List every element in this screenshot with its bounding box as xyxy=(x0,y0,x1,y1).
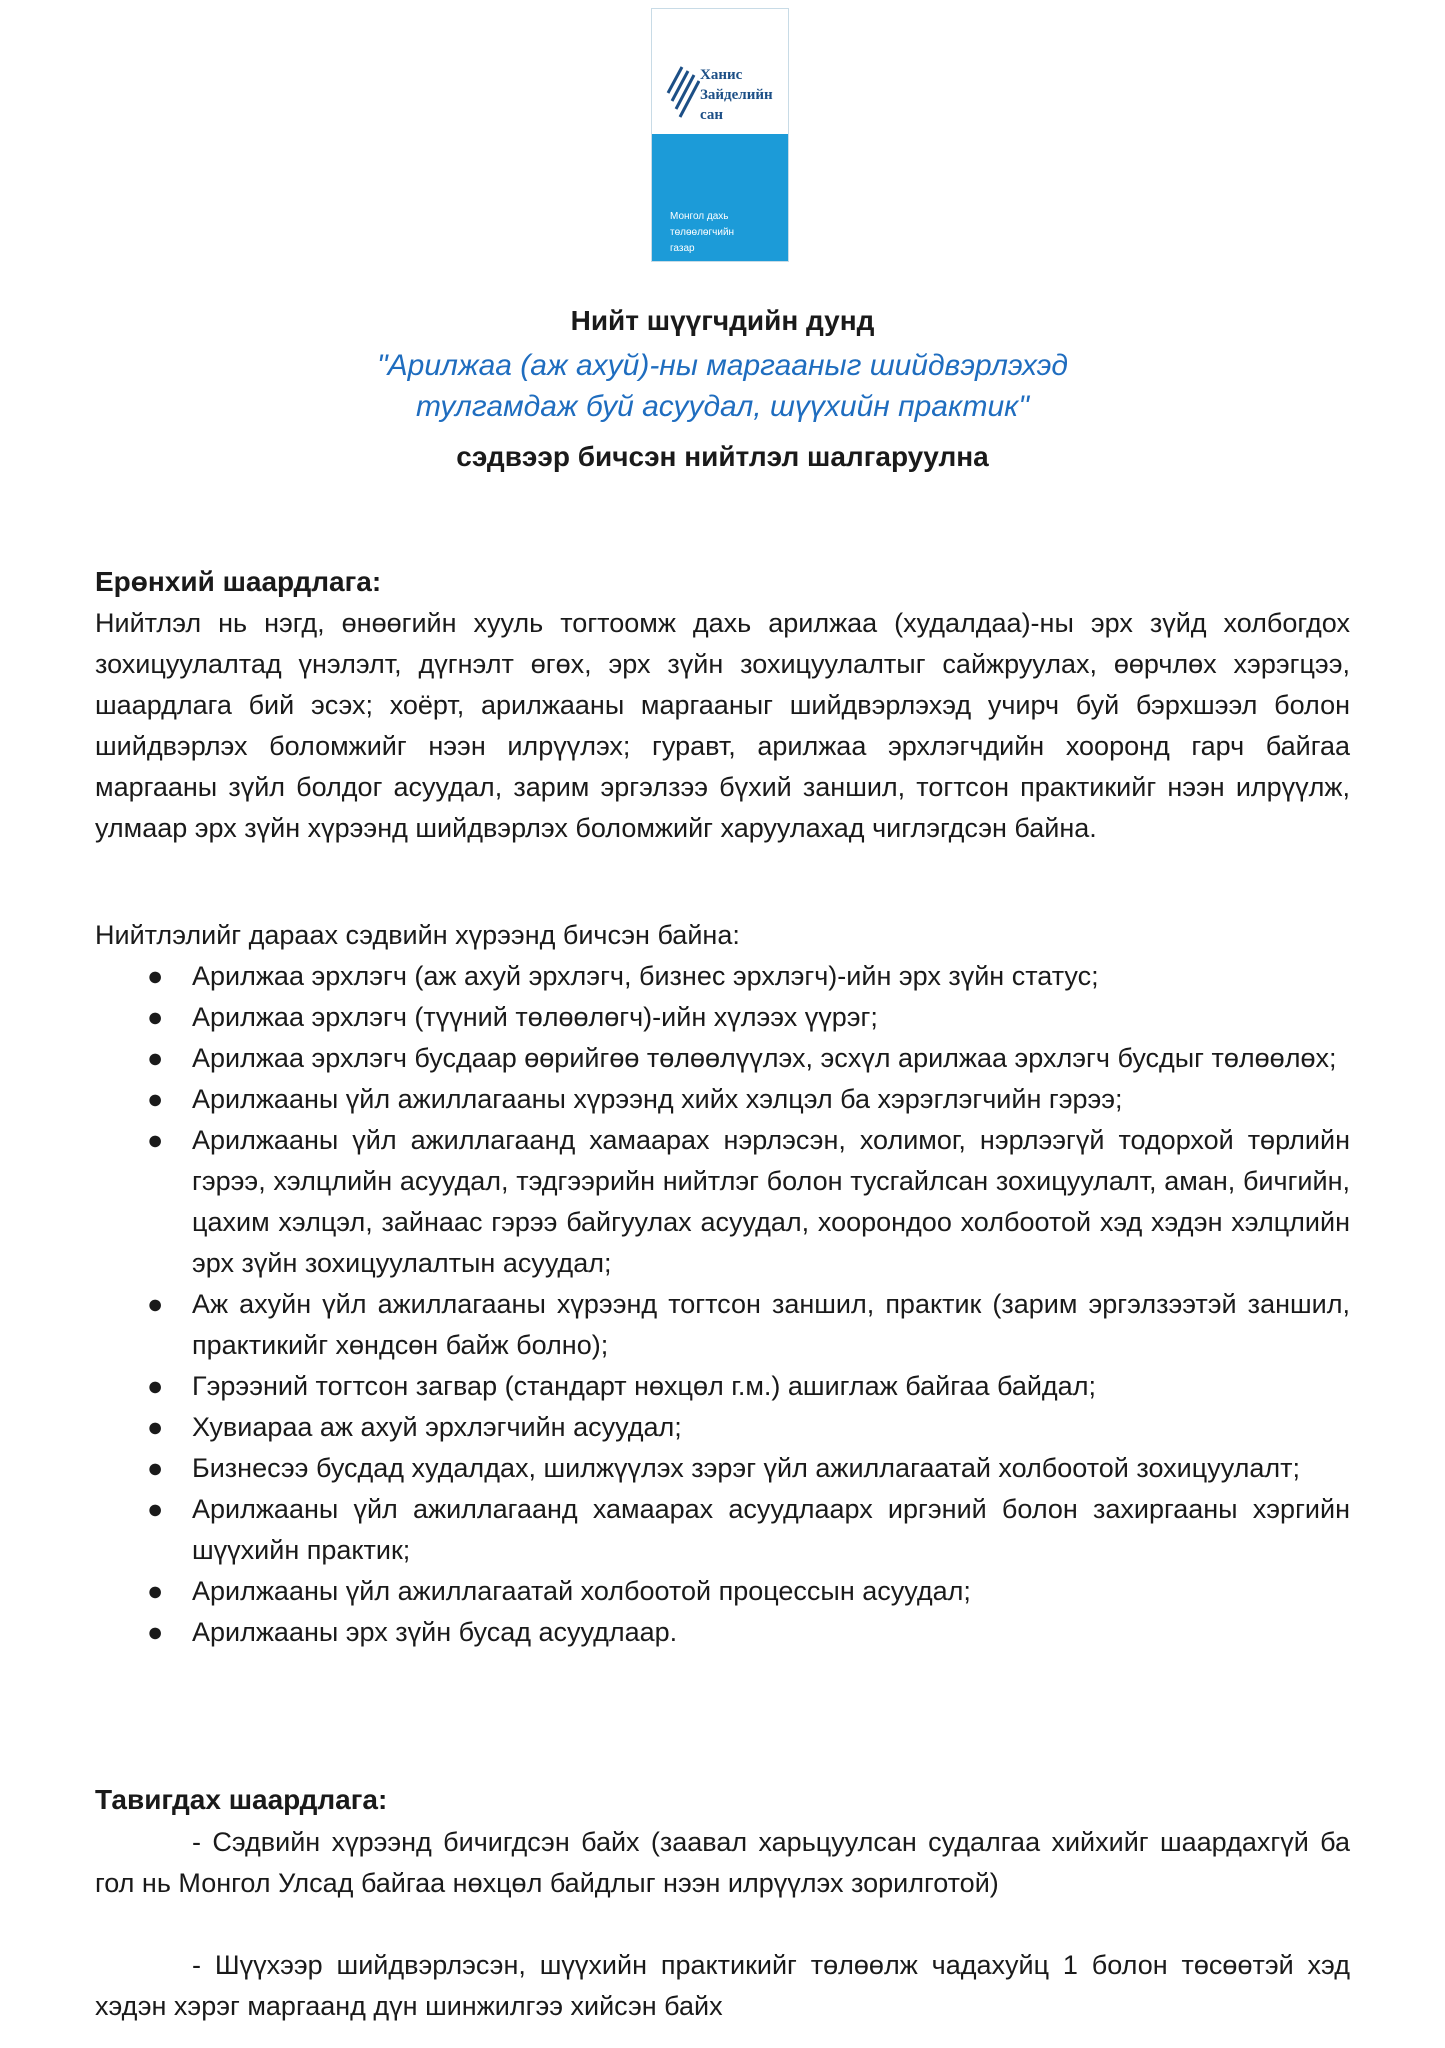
requirement-item: - Шүүхээр шийдвэрлэсэн, шүүхийн практикийг төлөөлж чадахуйц 1 болон төсөөтэй хэд хэдэн хэрэг маргаанд дүн шинжилгээ хийсэн байх xyxy=(95,1950,1350,2021)
title-line-3: тулгамдаж буй асуудал, шүүхийн практик" xyxy=(416,390,1029,423)
bullet-icon: ● xyxy=(147,1412,164,1442)
bullet-icon: ● xyxy=(147,1453,164,1483)
list-item: ● Арилжаа эрхлэгч (түүний төлөөлөгч)-ийн хүлээх үүрэг; xyxy=(95,997,1350,1038)
bullet-icon: ● xyxy=(147,1494,164,1524)
bullet-icon: ● xyxy=(147,1002,164,1032)
list-item: ● Арилжааны үйл ажиллагаанд хамаарах асуудлаарх иргэний болон захиргааны хэргийн шүүхийн практик; xyxy=(95,1489,1350,1571)
topics-intro: Нийтлэлийг дараах сэдвийн хүрээнд бичсэн байна: xyxy=(95,920,740,950)
logo-subtitle: Монгол дахь төлөөлөгчийн газар xyxy=(670,211,735,254)
bullet-icon: ● xyxy=(147,1576,164,1606)
title-line-4: сэдвээр бичсэн нийтлэл шалгаруулна xyxy=(456,441,989,472)
bullet-icon: ● xyxy=(147,1084,164,1114)
bullet-icon: ● xyxy=(147,1289,164,1319)
logo-top-panel xyxy=(652,9,788,134)
list-item: ● Арилжааны эрх зүйн бусад асуудлаар. xyxy=(95,1612,1350,1653)
bullet-icon: ● xyxy=(147,1617,164,1647)
list-item: ● Арилжааны үйл ажиллагаатай холбоотой процессын асуудал; xyxy=(95,1571,1350,1612)
title-line-2: "Арилжаа (аж ахуй)-ны маргааныг шийдвэрлэхэд xyxy=(377,349,1068,382)
list-item: ● Арилжаа эрхлэгч (аж ахуй эрхлэгч, бизнес эрхлэгч)-ийн эрх зүйн статус; xyxy=(95,956,1350,997)
bullet-icon: ● xyxy=(147,1371,164,1401)
list-item: ● Арилжаа эрхлэгч бусдаар өөрийгөө төлөөлүүлэх, эсхүл арилжаа эрхлэгч бусдыг төлөөлөх; xyxy=(95,1038,1350,1079)
list-item: ● Аж ахуйн үйл ажиллагааны хүрээнд тогтсон заншил, практик (зарим эргэлзээтэй заншил, практикийг хөндсөн байж болно); xyxy=(95,1284,1350,1366)
title-line-1: Нийт шүүгчдийн дунд xyxy=(570,305,875,336)
topics-list xyxy=(95,956,1350,1653)
general-heading: Ерөнхий шаардлага: xyxy=(95,566,382,597)
list-item: ● Арилжааны үйл ажиллагаанд хамаарах нэрлэсэн, холимог, нэрлээгүй тодорхой төрлийн гэрээ, хэлцлийн асуудал, тэдгээрийн нийтлэг болон тусгайлсан зохицуулалт, аман, бичгийн, цахим хэлцэл, зайнаас гэрээ байгуулах асуудал, хоорондоо холбоотой хэд хэдэн хэлцлийн эрх зүйн зохицуулалтын асуудал; xyxy=(95,1120,1350,1284)
general-body: Нийтлэл нь нэгд, өнөөгийн хууль тогтоомж дахь арилжаа (худалдаа)-ны эрх зүйд холбогдох зохицуулалтад үнэлэлт, дүгнэлт өгөх, эрх зүйн зохицуулалтыг сайжруулах, өөрчлөх хэрэгцээ, шаардлага бий эсэх; хоёрт, арилжааны маргааныг шийдвэрлэхэд учирч буй бэрхшээл болон шийдвэрлэх боломжийг нээн илрүүлэх; гуравт, арилжаа эрхлэгчдийн хооронд гарч байгаа маргааны зүйл болдог асуудал, зарим эргэлзээ бүхий заншил, тогтсон практикийг нээн илрүүлж, улмаар эрх зүйн хүрээнд шийдвэрлэх боломжийг харуулахад чиглэгдсэн байна. xyxy=(95,608,1350,843)
list-item: ● Бизнесээ бусдад худалдах, шилжүүлэх зэрэг үйл ажиллагаатай холбоотой зохицуулалт; xyxy=(95,1448,1350,1489)
list-item: ● Хувиараа аж ахуй эрхлэгчийн асуудал; xyxy=(95,1407,1350,1448)
bullet-icon: ● xyxy=(147,961,164,991)
bullet-icon: ● xyxy=(147,1043,164,1073)
requirements-heading: Тавигдах шаардлага: xyxy=(95,1784,388,1815)
logo-name: Ханис Зайделийн сан xyxy=(700,67,773,123)
list-item: ● Гэрээний тогтсон загвар (стандарт нөхцөл г.м.) ашиглаж байгаа байдал; xyxy=(95,1366,1350,1407)
foundation-logo-icon xyxy=(666,63,700,119)
list-item: ● Арилжааны үйл ажиллагааны хүрээнд хийх хэлцэл ба хэрэглэгчийн гэрээ; xyxy=(95,1079,1350,1120)
requirement-item: - Сэдвийн хүрээнд бичигдсэн байх (заавал харьцуулсан судалгаа хийхийг шаардахгүй ба гол нь Монгол Улсад байгаа нөхцөл байдлыг нээн илрүүлэх зорилготой) xyxy=(95,1827,1350,1898)
bullet-icon: ● xyxy=(147,1125,164,1155)
logo xyxy=(651,8,789,262)
